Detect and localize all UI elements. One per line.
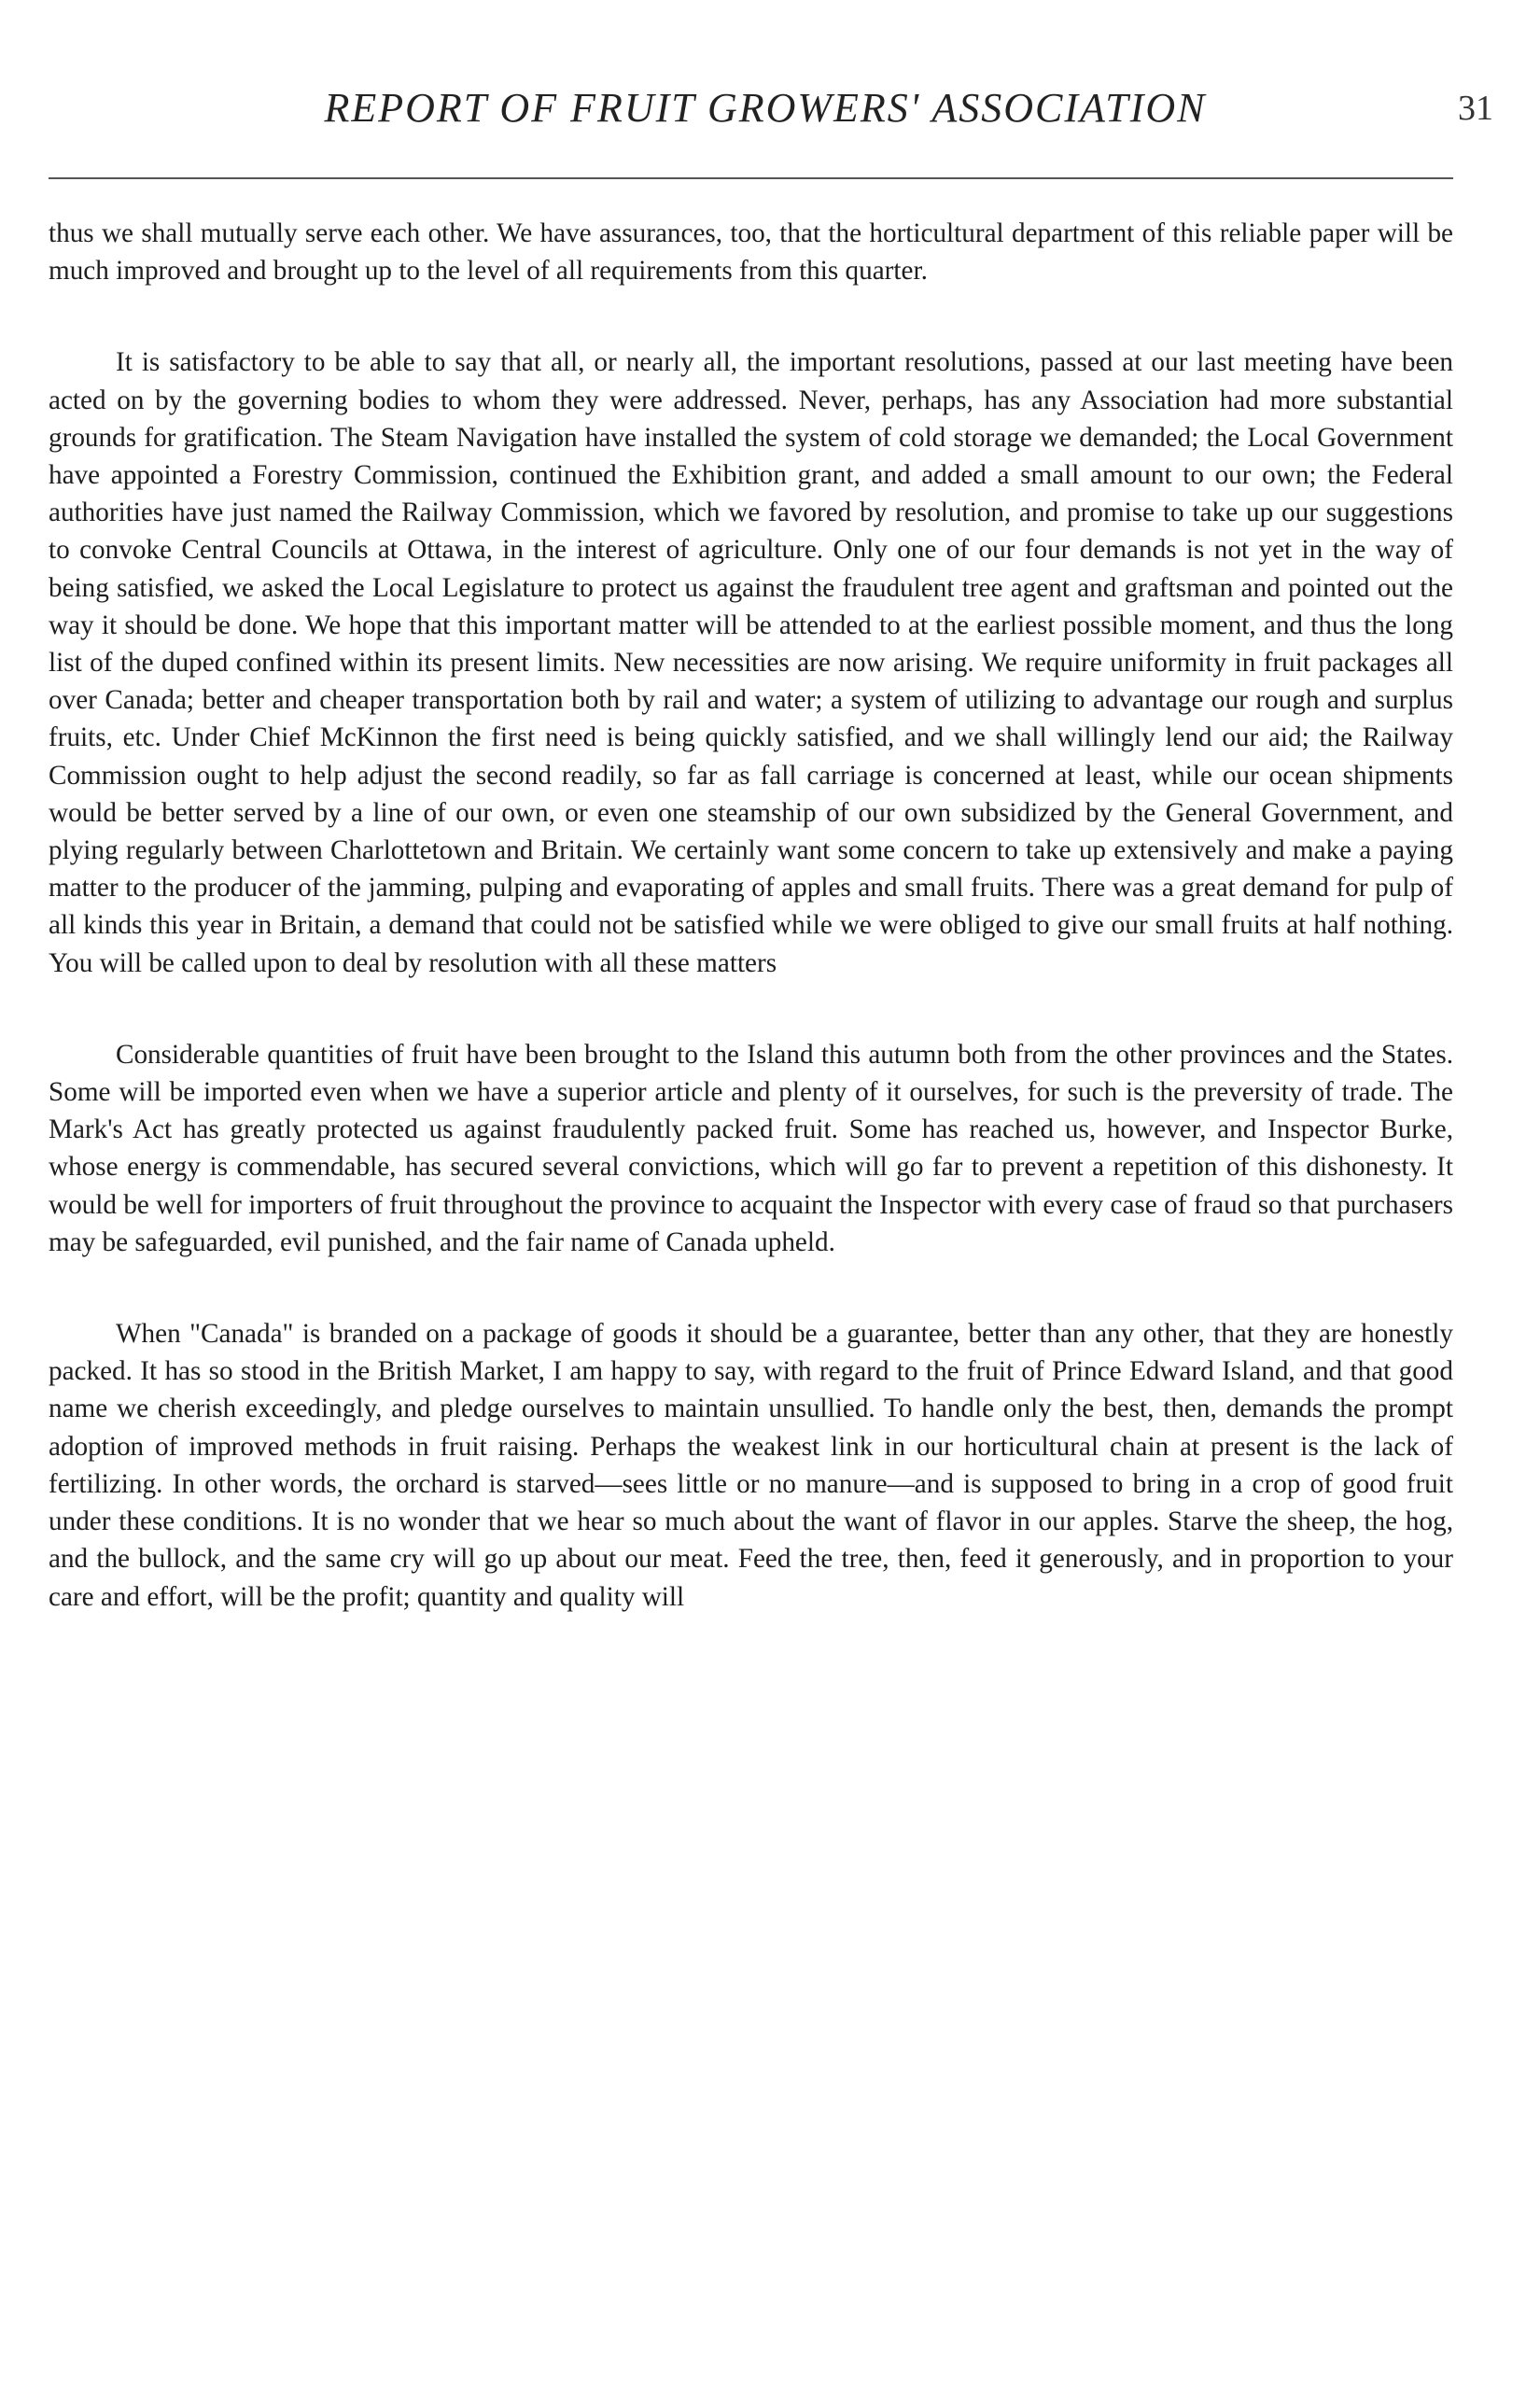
body-text: [49, 215, 1453, 1616]
paragraph-continued: thus we shall mutually serve each other. We have assurances, too, that the horticultural department of this reliable paper will be much improved and brought up to the level of all requirements from this quarter.: [49, 218, 1453, 287]
page-header: [37, 84, 1493, 140]
page-number: 31: [1458, 89, 1493, 128]
paragraph-resolutions: It is satisfactory to be able to say that all, or nearly all, the important resolutions, passed at our last meeting have been acted on by the governing bodies to whom they were addressed. Never, perhaps, has any Association had more substantial grounds for gratification. The Steam Navigation have installed the system of cold storage we demanded; the Local Government have appointed a Forestry Commission, continued the Exhibition grant, and added a small amount to our own; the Federal authorities have just named the Railway Commission, which we favored by resolution, and promise to take up our suggestions to convoke Central Councils at Ottawa, in the interest of agriculture. Only one of our four demands is not yet in the way of being satisfied, we asked the Local Legislature to protect us against the fraudulent tree agent and graftsman and pointed out the way it should be done. We hope that this important matter will be attended to at the earliest possible moment, and thus the long list of the duped confined within its present limits. New necessities are now arising. We require uniformity in fruit packages all over Canada; better and cheaper transportation both by rail and water; a system of utilizing to advantage our rough and surplus fruits, etc. Under Chief McKinnon the first need is being quickly satisfied, and we shall willingly lend our aid; the Railway Commission ought to help adjust the second readily, so far as fall carriage is concerned at least, while our ocean shipments would be better served by a line of our own, or even one steamship of our own subsidized by the General Government, and plying regularly between Charlottetown and Britain. We certainly want some concern to take up extensively and make a paying matter to the producer of the jamming, pulping and evaporating of apples and small fruits. There was a great demand for pulp of all kinds this year in Britain, a demand that could not be satisfied while we were obliged to give our small fruits at half nothing. You will be called upon to deal by resolution with all these matters: [49, 347, 1453, 978]
paragraph-imports: Considerable quantities of fruit have been brought to the Island this autumn both from the other provinces and the States. Some will be imported even when we have a superior article and plenty of it ourselves, for such is the preversity of trade. The Mark's Act has greatly protected us against fraudulently packed fruit. Some has reached us, however, and Inspector Burke, whose energy is commendable, has secured several convictions, which will go far to prevent a repetition of this dishonesty. It would be well for importers of fruit throughout the province to acquaint the Inspector with every case of fraud so that purchasers may be safeguarded, evil punished, and the fair name of Canada upheld.: [49, 1039, 1453, 1257]
paragraph-canada-brand: When "Canada" is branded on a package of goods it should be a guarantee, better than any other, that they are honestly packed. It has so stood in the British Market, I am happy to say, with regard to the fruit of Prince Edward Island, and that good name we cherish exceedingly, and pledge ourselves to maintain unsullied. To handle only the best, then, demands the prompt adoption of improved methods in fruit raising. Perhaps the weakest link in our horticultural chain at present is the lack of fertilizing. In other words, the orchard is starved—sees little or no manure—and is supposed to bring in a crop of good fruit under these conditions. It is no wonder that we hear so much about the want of flavor in our apples. Starve the sheep, the hog, and the bullock, and the same cry will go up about our meat. Feed the tree, then, feed it generously, and in proportion to your care and effort, will be the profit; quantity and quality will: [49, 1319, 1453, 1612]
running-title: REPORT OF FRUIT GROWERS' ASSOCIATION: [324, 85, 1207, 131]
header-divider: [49, 177, 1453, 179]
